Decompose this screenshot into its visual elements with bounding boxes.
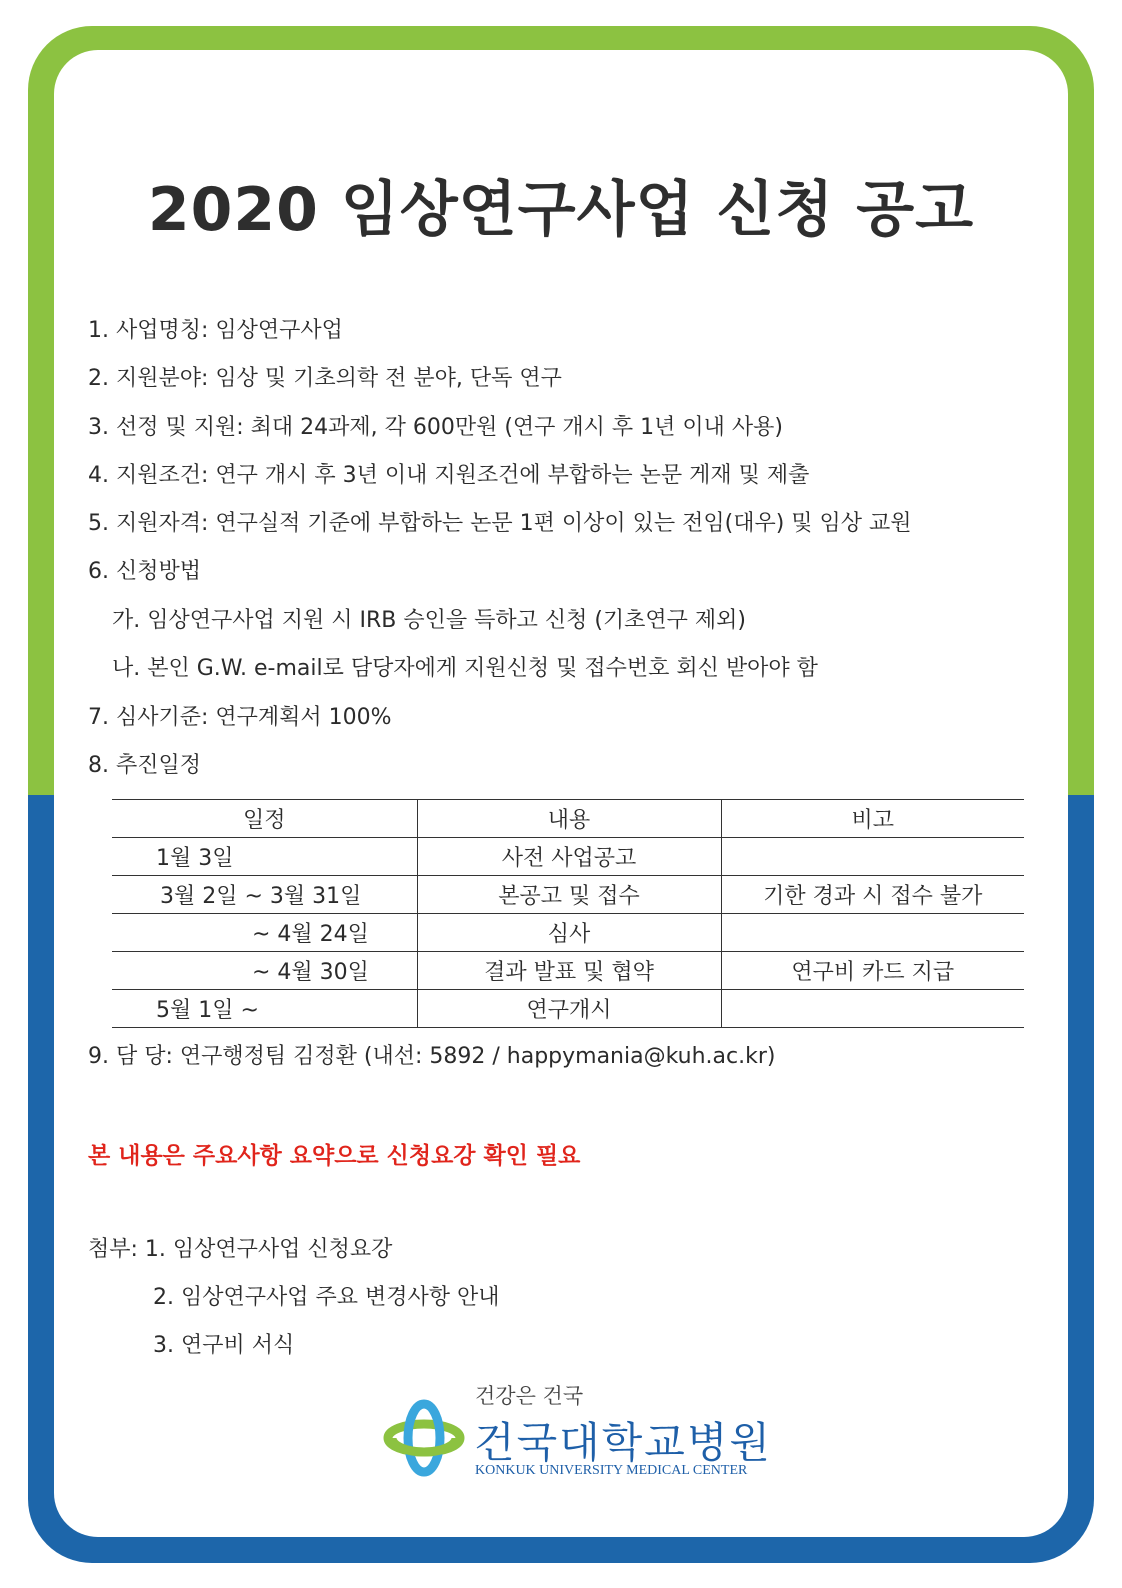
item-review-criteria: 7. 심사기준: 연구계획서 100% (88, 705, 392, 730)
cell-remarks: 기한 경과 시 접수 불가 (721, 876, 1024, 914)
logo-hospital-name: 건국대학교병원 (474, 1418, 773, 1467)
header-date: 일정 (112, 800, 417, 838)
cell-content: 심사 (417, 914, 721, 952)
item-schedule: 8. 추진일정 (88, 753, 201, 778)
cell-date: ~ 4월 30일 (112, 952, 417, 990)
cell-content: 결과 발표 및 협약 (417, 952, 721, 990)
item-selection-support: 3. 선정 및 지원: 최대 24과제, 각 600만원 (연구 개시 후 1년 이내 사용) (88, 415, 784, 440)
cell-date: ~ 4월 24일 (112, 914, 417, 952)
cell-remarks (721, 990, 1024, 1028)
document-body (54, 50, 1068, 1537)
header-content: 내용 (417, 800, 721, 838)
table-row (112, 990, 1024, 1028)
item-support-conditions: 4. 지원조건: 연구 개시 후 3년 이내 지원조건에 부합하는 논문 게재 및 제출 (88, 463, 810, 488)
cell-date: 5월 1일 ~ (112, 990, 417, 1028)
item-application-method-a: 가. 임상연구사업 지원 시 IRB 승인을 득하고 신청 (기초연구 제외) (112, 608, 747, 633)
table-row (112, 952, 1024, 990)
logo-slogan: 건강은 건국 (475, 1384, 584, 1408)
page-title: 2020 임상연구사업 신청 공고 (147, 175, 975, 245)
table-row (112, 876, 1024, 914)
logo-english-name: KONKUK UNIVERSITY MEDICAL CENTER (475, 1463, 748, 1478)
schedule-table (112, 799, 1024, 1028)
cell-remarks (721, 914, 1024, 952)
table-row (112, 914, 1024, 952)
attachment-1: 첨부: 1. 임상연구사업 신청요강 (88, 1237, 393, 1262)
header-remarks: 비고 (721, 800, 1024, 838)
notice-text: 본 내용은 주요사항 요약으로 신청요강 확인 필요 (88, 1143, 581, 1169)
cell-date: 3월 2일 ~ 3월 31일 (112, 876, 417, 914)
item-application-method-b: 나. 본인 G.W. e-mail로 담당자에게 지원신청 및 접수번호 회신 받아야 함 (112, 656, 818, 681)
cell-date: 1월 3일 (112, 838, 417, 876)
cell-remarks (721, 838, 1024, 876)
attachment-2: 2. 임상연구사업 주요 변경사항 안내 (153, 1285, 500, 1310)
item-application-method: 6. 신청방법 (88, 559, 201, 584)
item-contact: 9. 담 당: 연구행정팀 김정환 (내선: 5892 / happymania@kuh.ac.kr) (88, 1044, 776, 1069)
hospital-logo-icon (378, 1398, 470, 1480)
cell-content: 사전 사업공고 (417, 838, 721, 876)
item-business-name: 1. 사업명칭: 임상연구사업 (88, 318, 343, 343)
table-row (112, 838, 1024, 876)
cell-remarks: 연구비 카드 지급 (721, 952, 1024, 990)
cell-content: 본공고 및 접수 (417, 876, 721, 914)
attachment-3: 3. 연구비 서식 (153, 1333, 295, 1358)
item-eligibility: 5. 지원자격: 연구실적 기준에 부합하는 논문 1편 이상이 있는 전임(대우) 및 임상 교원 (88, 511, 912, 536)
cell-content: 연구개시 (417, 990, 721, 1028)
item-support-field: 2. 지원분야: 임상 및 기초의학 전 분야, 단독 연구 (88, 366, 562, 391)
table-header-row (112, 800, 1024, 838)
